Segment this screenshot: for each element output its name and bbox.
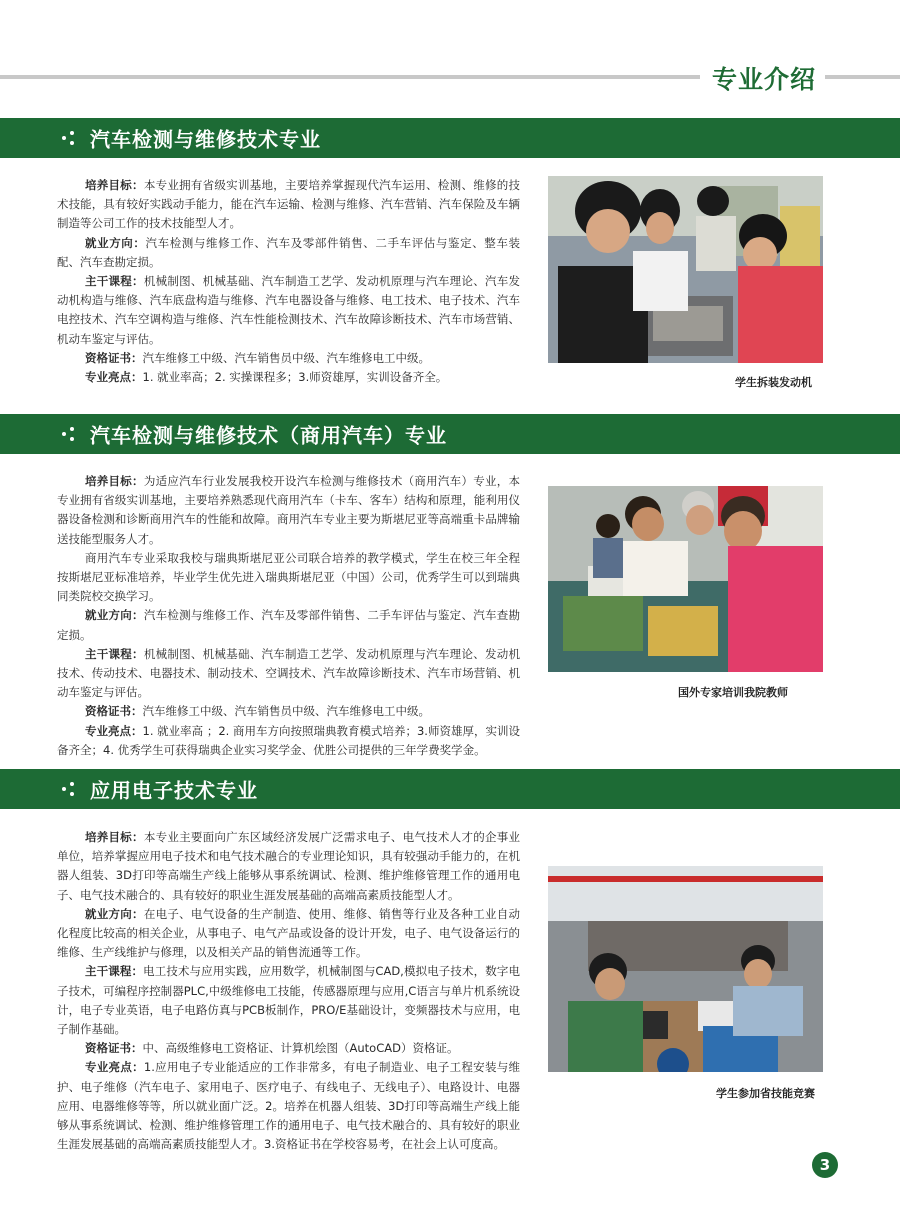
paragraph-courses: 主干课程：电工技术与应用实践，应用数学，机械制图与CAD,模拟电子技术，数字电子技术，可编程序控制器PLC,中级维修电工技能，传感器原理与应用,C语言与单片机系统设计，电子专业英语，电子电路仿真与PCB板制作，PRO/E基础设计，变频器技术与应用，电子制作基础。 (57, 964, 521, 1037)
bullet-dots-icon (62, 426, 76, 442)
paragraph-training-goal: 培养目标：本专业主要面向广东区域经济发展广泛需求电子、电气技术人才的企事业单位，培养掌握应用电子技术和电气技术融合的专业理论知识，具有较强动手能力的，在机器人组装、3D打印等高端生产线上能够从事系统调试、检测、维护维修管理工作的通用电子、电气技术融合的、具有较好的职业生涯发展基础的高端高素质技能型人才。 (57, 830, 521, 902)
paragraph-employment: 就业方向：汽车检测与维修工作、汽车及零部件销售、二手车评估与鉴定、汽车查勘定损。 (57, 608, 521, 642)
paragraph-training-goal: 培养目标：为适应汽车行业发展我校开设汽车检测与维修技术（商用汽车）专业，本专业拥有省级实训基地，主要培养熟悉现代商用汽车（卡车、客车）结构和原理，能利用仪器设备检测和诊断商用汽车的性能和故障。商用汽车专业主要为斯堪尼亚等高端重卡品牌输送技能型服务人才。 (57, 474, 521, 546)
photo-caption: 国外专家培训我院教师 (678, 686, 788, 699)
photo-students-engine (548, 176, 823, 363)
paragraph-employment: 就业方向：汽车检测与维修工作、汽车及零部件销售、二手车评估与鉴定、整车装配、汽车查勘定损。 (57, 235, 520, 269)
section-title: 汽车检测与维修技术（商用汽车）专业 (90, 423, 447, 448)
section-body (57, 828, 520, 1154)
paragraph-courses: 主干课程：机械制图、机械基础、汽车制造工艺学、发动机原理与汽车理论、汽车发动机构造与维修、汽车底盘构造与维修、汽车电器设备与维修、电工技术、电子技术、汽车电控技术、汽车空调构造与维修、汽车性能检测技术、汽车故障诊断技术、汽车市场营销、机动车鉴定与评估。 (57, 274, 521, 346)
photo-expert-training (548, 486, 823, 672)
paragraph-highlights: 专业亮点：1.应用电子专业能适应的工作非常多，有电子制造业、电子工程安装与维护、电子维修（汽车电子、家用电子、医疗电子、有线电子、无线电子）、电路设计、电器应用、电器维修等等，所以就业面广泛。2。培养在机器人组装、3D打印等高端生产线上能够从事系统调试、检测、维护维修管理工作的通用电子、电气技术融合的、具有较好的职业生涯发展基础的高端高素质技能型人才。3.资格证书在学校容易考，在社会上认可度高。 (57, 1060, 521, 1152)
section-title: 应用电子技术专业 (90, 778, 258, 803)
paragraph-certificates: 资格证书：汽车维修工中级、汽车销售员中级、汽车维修电工中级。 (85, 350, 430, 365)
paragraph-courses: 主干课程：机械制图、机械基础、汽车制造工艺学、发动机原理与汽车理论、发动机技术、传动技术、电器技术、制动技术、空调技术、汽车故障诊断技术、汽车市场营销、机动车鉴定与评估。 (57, 646, 521, 700)
page-section-title: 专业介绍 (712, 65, 817, 94)
paragraph-employment: 就业方向：在电子、电气设备的生产制造、使用、维修、销售等行业及各种工业自动化程度比较高的相关企业，从事电子、电气产品或设备的设计开发，电子、电气设备运行的维修、生产线维护与修理，以及相关产品的销售流通等工作。 (57, 906, 521, 960)
section-banner-applied-electronics (0, 769, 900, 809)
photo-caption: 学生参加省技能竞赛 (716, 1087, 815, 1100)
bullet-dots-icon (62, 130, 76, 146)
section-title: 汽车检测与维修技术专业 (90, 127, 321, 152)
paragraph-certificates: 资格证书：中、高级维修电工资格证、计算机绘图（AutoCAD）资格证。 (85, 1041, 459, 1056)
paragraph-certificates: 资格证书：汽车维修工中级、汽车销售员中级、汽车维修电工中级。 (85, 704, 430, 719)
section-body (57, 472, 520, 760)
bullet-dots-icon (62, 781, 76, 797)
section-body (57, 176, 520, 387)
paragraph-joint-program: 商用汽车专业采取我校与瑞典斯堪尼亚公司联合培养的教学模式，学生在校三年全程按斯堪尼亚标准培养，毕业学生优先进入瑞典斯堪尼亚（中国）公司，优秀学生可以到瑞典同类院校交换学习。 (57, 550, 520, 604)
section-banner-commercial-auto (0, 414, 900, 454)
photo-skills-competition (548, 866, 823, 1072)
photo-caption: 学生拆装发动机 (735, 376, 812, 389)
paragraph-training-goal: 培养目标：本专业拥有省级实训基地，主要培养掌握现代汽车运用、检测、维修的技术技能，具有较好实践动手能力，能在汽车运输、检测与维修、汽车营销、汽车保险及车辆制造等公司工作的技术技能型人才。 (57, 178, 521, 231)
paragraph-highlights: 专业亮点：1. 就业率高 ；2. 商用车方向按照瑞典教育模式培养；3.师资雄厚，实训设备齐全；4. 优秀学生可获得瑞典企业实习奖学金、优胜公司提供的三年学费奖学金。 (57, 723, 520, 757)
header-rule-right (825, 75, 900, 79)
page-number-badge: 3 (812, 1152, 838, 1178)
header-rule-left (0, 75, 700, 79)
section-banner-auto-repair (0, 118, 900, 158)
paragraph-highlights: 专业亮点：1. 就业率高；2. 实操课程多；3.师资雄厚，实训设备齐全。 (85, 370, 448, 385)
